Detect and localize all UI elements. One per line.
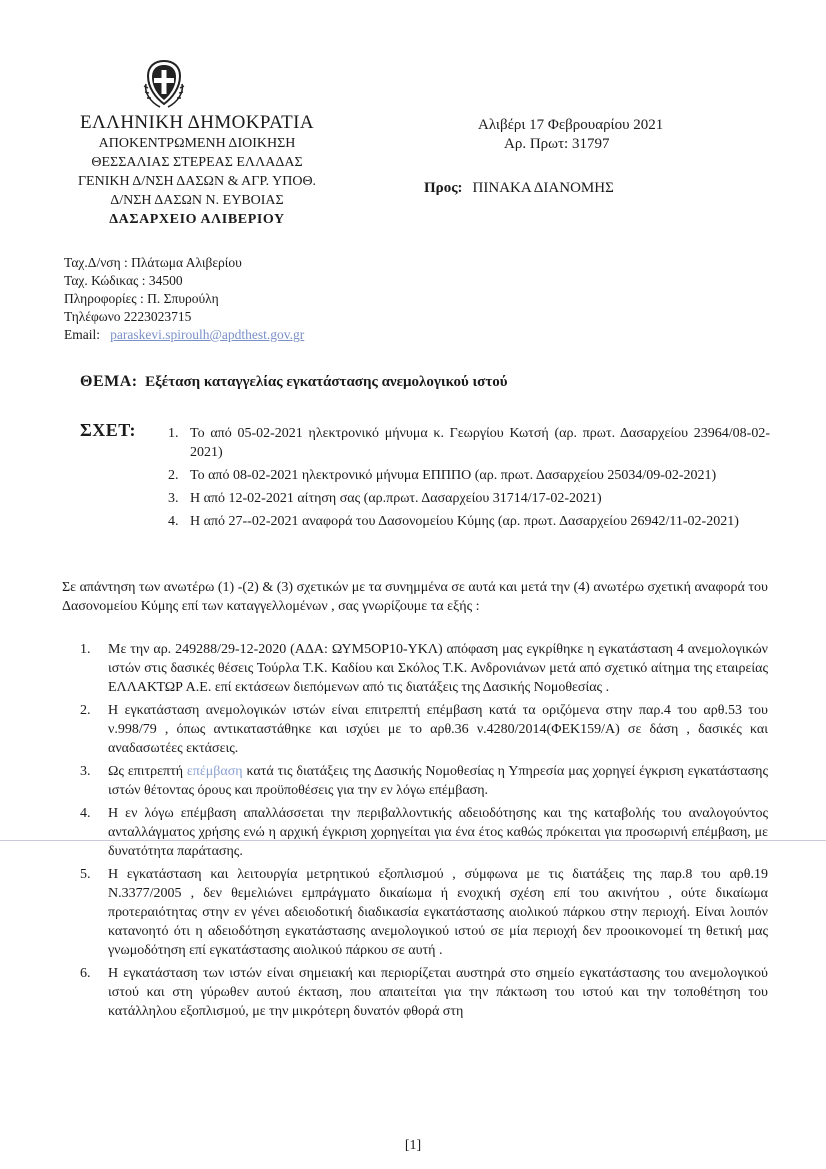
contact-info: Πληροφορίες : Π. Σπυρούλη [64,291,219,306]
subject-line [80,373,508,391]
body-item [80,865,768,960]
contact-phone: Τηλέφωνο 2223023715 [64,309,192,324]
body-item [80,640,768,697]
recipient [424,180,614,197]
recipient-label: Προς: [424,180,463,196]
email-link[interactable]: paraskevi.spiroulh@apdthest.gov.gr [110,327,305,342]
contact-email-row [64,326,304,344]
scan-fold-line [0,840,826,841]
reference-item [168,512,770,531]
item-number: 1. [80,642,91,657]
place-date: Αλιβέρι 17 Φεβρουαρίου 2021 [478,117,664,133]
reference-number: 1. [168,426,179,441]
item-text: Με την αρ. 249288/29-12-2020 (ΑΔΑ: ΩΥΜ5ΟΡ10-ΥΚΛ) απόφαση μας εγκρίθηκε η εγκατάσταση 4 ανεμολογικών ιστών στις δασικές θέσεις Τούρλα Τ.Κ. Καδίου και Σκόλος Τ.Κ. Ανδρονιάνων μετά από σχετικό αίτημα της εταιρείας ΕΛΛΑΚΤΩΡ Α.Ε. επί εκτάσεων διεπόμενων από τις διατάξεις της Δασικής Νομοθεσίας . [108,642,768,695]
document-meta [478,116,663,154]
issuing-authority [52,112,342,229]
page-number: [1] [404,1138,422,1153]
body-item [80,964,768,1021]
authority-line: ΓΕΝΙΚΗ Δ/ΝΣΗ ΔΑΣΩΝ & ΑΓΡ. ΥΠΟΘ. [77,174,317,189]
body-item [80,701,768,758]
contact-postcode: Ταχ. Κώδικας : 34500 [64,273,183,288]
reference-number: 2. [168,468,179,483]
subject-label: ΘΕΜΑ: [80,373,138,390]
body-item [80,804,768,861]
reference-text: Η από 27--02-2021 αναφορά του Δασονομείου Κύμης (αρ. πρωτ. Δασαρχείου 26942/11-02-2021) [190,514,739,529]
contact-block [64,254,304,344]
reference-text: Το από 05-02-2021 ηλεκτρονικό μήνυμα κ. Γεωργίου Κωτσή (αρ. πρωτ. Δασαρχείου 23964/08-02-2021) [190,426,770,460]
item-text-pre: Ως επιτρεπτή [108,764,187,779]
highlighted-word: επέμβαση [186,764,243,779]
intro-paragraph: Σε απάντηση των ανωτέρω (1) -(2) & (3) σχετικών με τα συνημμένα σε αυτά και μετά την (4) ανωτέρω σχετική αναφορά του Δασονομείου Κύμης επί των καταγγελλομένων , σας γνωρίζουμε τα εξής : [62,580,768,614]
reference-item [168,466,770,485]
email-label: Email: [64,327,100,342]
greek-coat-of-arms-icon [142,58,186,110]
item-text: Η εγκατάσταση ανεμολογικών ιστών είναι επιτρεπτή επέμβαση κατά τα οριζόμενα στην παρ.4 του αρθ.53 του ν.998/79 , όπως αντικαταστάθηκε και ισχύει με το αρθ.36 ν.4280/2014(ΦΕΚ159/Α) σε δάση , δασικές και αναδασωτέες εκτάσεις. [108,703,768,756]
authority-line: ΑΠΟΚΕΝΤΡΩΜΕΝΗ ΔΙΟΙΚΗΣΗ [98,136,296,151]
references [80,420,770,535]
references-label: ΣΧΕΤ: [80,420,136,440]
item-number: 3. [80,764,91,779]
recipient-value: ΠΙΝΑΚΑ ΔΙΑΝΟΜΗΣ [472,180,614,196]
reference-number: 4. [168,514,179,529]
authority-line: Δ/ΝΣΗ ΔΑΣΩΝ Ν. ΕΥΒΟΙΑΣ [110,193,284,208]
authority-line: ΔΑΣΑΡΧΕΙΟ ΑΛΙΒΕΡΙΟΥ [109,212,285,227]
item-text: Η εγκατάσταση των ιστών είναι σημειακή και περιορίζεται αυστηρά στο σημείο εγκατάστασης του ανεμολογικού ιστού και στη γύρωθεν αυτού έκταση, που απαιτείται για την πάκτωση του ιστού και την τοποθέτηση του κατάλληλου εξοπλισμού, με την μικρότερη δυνατόν φθορά στη [108,966,768,1019]
subject-text: Εξέταση καταγγελίας εγκατάστασης ανεμολογικού ιστού [145,374,508,390]
item-number: 4. [80,806,91,821]
protocol-number: Αρ. Πρωτ: 31797 [504,136,610,152]
reference-item [168,424,770,462]
item-text: Η εγκατάσταση και λειτουργία μετρητικού εξοπλισμού , σύμφωνα με τις διατάξεις της παρ.8 του αρθ.19 Ν.3377/2005 , δεν θεμελιώνει εμπράγματο δικαίωμα ή ενοχική σχέση επί του ακινήτου , ούτε δικαίωμα προτεραιότητας στην εν γένει αδειοδοτική διαδικασία εγκατάστασης αιολικού πάρκου στην περιοχή. Είναι λοιπόν κατανοητό ότι η αδειοδότηση εγκατάστασης ανεμολογικού ιστού σε μία περιοχή δεν προοικονομεί τη θετική μας γνωμοδότηση επί εγκατάστασης αιολικού πάρκου σε αυτή . [108,867,768,958]
item-number: 6. [80,966,91,981]
body-list [80,640,768,1025]
authority-line: ΕΛΛΗΝΙΚΗ ΔΗΜΟΚΡΑΤΙΑ [79,112,315,133]
reference-number: 3. [168,491,179,506]
reference-text: Το από 08-02-2021 ηλεκτρονικό μήνυμα ΕΠΠΠΟ (αρ. πρωτ. Δασαρχείου 25034/09-02-2021) [190,468,717,483]
item-text: Η εν λόγω επέμβαση απαλλάσσεται την περιβαλλοντικής αδειοδότησης και της καταβολής του αναλογούντος ανταλλάγματος χρήσης ενώ η αρχική έγκριση χορηγείται για ένα έτος καθώς πρόκειται για προσωρινή επέμβαση, με δυνατότητα παράτασης. [108,806,768,859]
body-item [80,762,768,800]
item-number: 2. [80,703,91,718]
authority-line: ΘΕΣΣΑΛΙΑΣ ΣΤΕΡΕΑΣ ΕΛΛΑΔΑΣ [91,155,303,170]
reference-text: Η από 12-02-2021 αίτηση σας (αρ.πρωτ. Δασαρχείου 31714/17-02-2021) [190,491,602,506]
contact-address: Ταχ.Δ/νση : Πλάτωμα Αλιβερίου [64,255,242,270]
item-number: 5. [80,867,91,882]
item-text-post: κατά τις διατάξεις της Δασικής Νομοθεσίας η Υπηρεσία μας χορηγεί έγκριση εγκατάστασης ιστών θέτοντας όρους και προϋποθέσεις για την εν λόγω επέμβαση. [108,764,768,798]
reference-item [168,489,770,508]
